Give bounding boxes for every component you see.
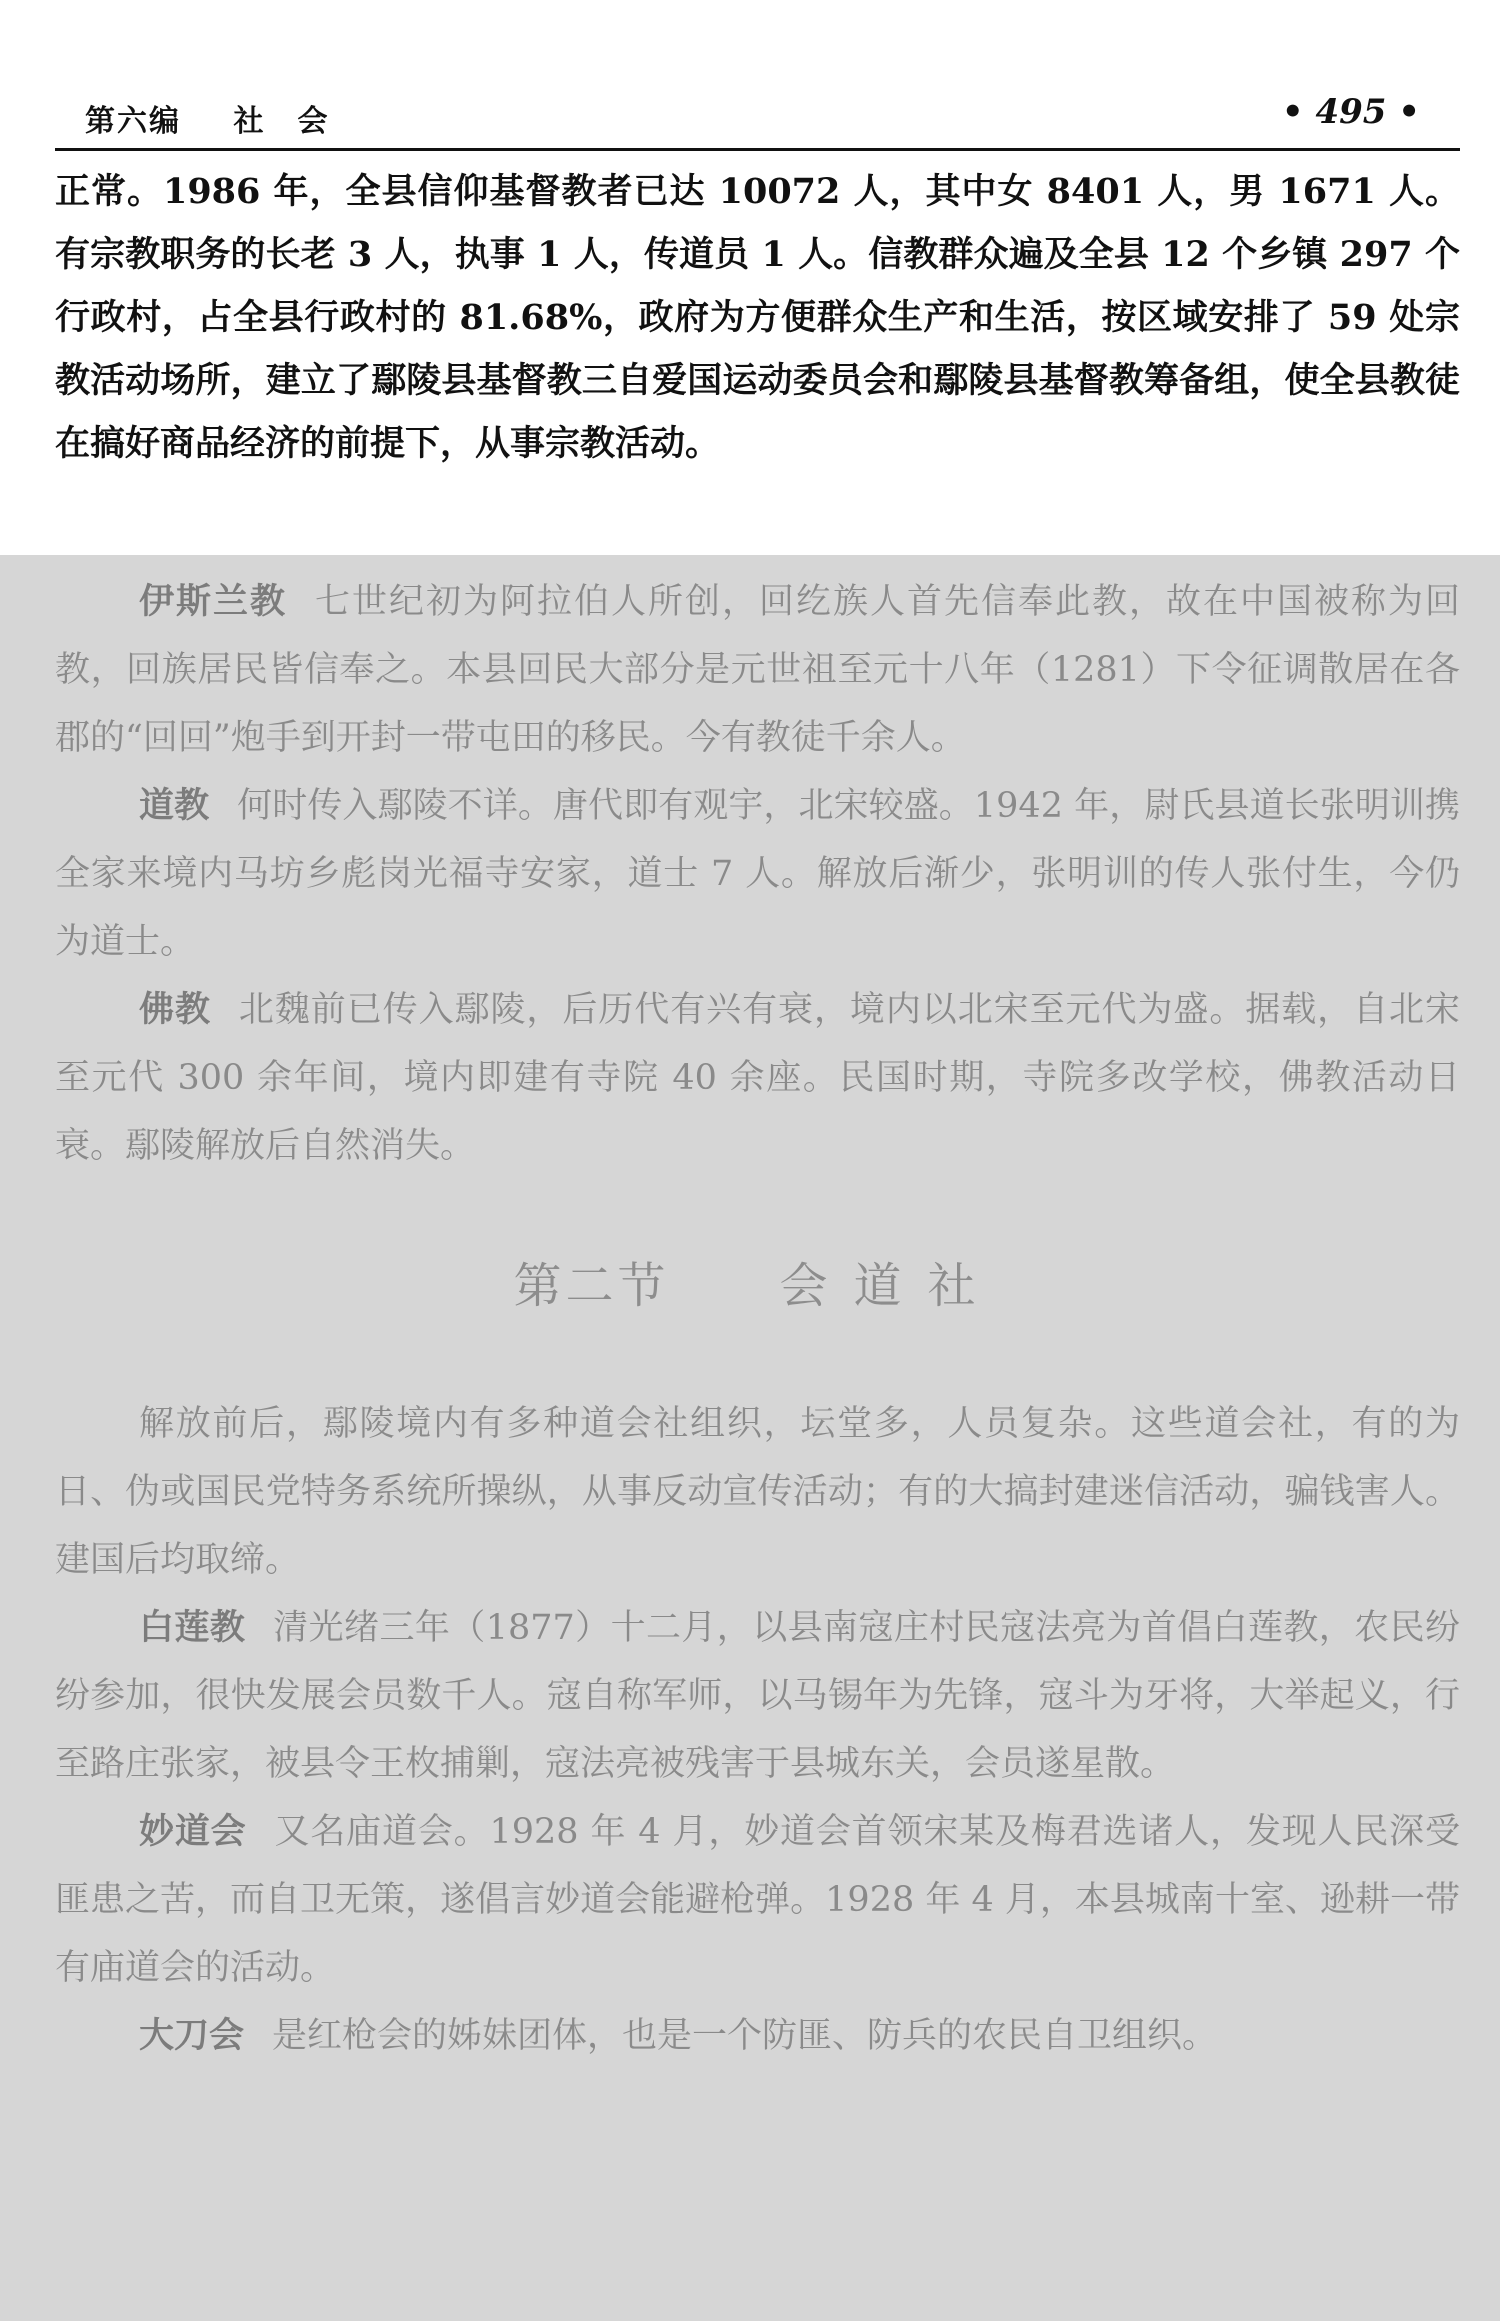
religion-paragraph-taoism [55, 772, 1460, 976]
section-heading [55, 1252, 1460, 1320]
religion-term: 佛教 [139, 989, 211, 1030]
society-term: 妙道会 [139, 1811, 247, 1852]
chapter-label: 社 会 [233, 104, 330, 139]
society-text: 是红枪会的姊妹团体，也是一个防匪、防兵的农民自卫组织。 [272, 2016, 1218, 2056]
religion-text: 北魏前已传入鄢陵，后历代有兴有衰，境内以北宋至元代为盛。据载，自北宋至元代 300 余年间，境内即建有寺院 40 余座。民国时期，寺院多改学校，佛教活动日衰。鄢陵解放后自然消失。 [55, 990, 1460, 1166]
section-number: 第二节 [513, 1258, 670, 1314]
intro-paragraph: 解放前后，鄢陵境内有多种道会社组织，坛堂多，人员复杂。这些道会社，有的为日、伪或国民党特务系统所操纵，从事反动宣传活动；有的大搞封建迷信活动，骗钱害人。建国后均取缔。 [55, 1404, 1460, 1580]
religion-term: 道教 [139, 785, 210, 826]
part-label: 第六编 [85, 104, 181, 139]
society-paragraph-miaodao [55, 1798, 1460, 2002]
religion-paragraph-buddhism [55, 976, 1460, 1180]
society-paragraph-dadao [55, 2002, 1460, 2070]
society-term: 大刀会 [139, 2015, 245, 2056]
society-text: 又名庙道会。1928 年 4 月，妙道会首领宋某及梅君选诸人，发现人民深受匪患之苦，而自卫无策，遂倡言妙道会能避枪弹。1928 年 4 月，本县城南十室、逊耕一带有庙道会的活动。 [55, 1812, 1460, 1988]
top-paragraph: 正常。1986 年，全县信仰基督教者已达 10072 人，其中女 8401 人，男 1671 人。有宗教职务的长老 3 人，执事 1 人，传道员 1 人。信教群众遍及全县 12 个乡镇 297 个行政村，占全县行政村的 81.68%，政府为方便群众生产和生活，按区域安排了 59 处宗教活动场所，建立了鄢陵县基督教三自爱国运动委员会和鄢陵县基督教筹备组，使全县教徒在搞好商品经济的前提下，从事宗教活动。 [55, 171, 1460, 464]
religion-text: 七世纪初为阿拉伯人所创，回纥族人首先信奉此教，故在中国被称为回教，回族居民皆信奉之。本县回民大部分是元世祖至元十八年（1281）下令征调散居在各郡的“回回”炮手到开封一带屯田的移民。今有教徒千余人。 [55, 582, 1460, 758]
society-text: 清光绪三年（1877）十二月，以县南寇庄村民寇法亮为首倡白莲教，农民纷纷参加，很快发展会员数千人。寇自称军师，以马锡年为先锋，寇斗为牙将，大举起义，行至路庄张家，被县令王枚捕剿，寇法亮被残害于县城东关，会员遂星散。 [55, 1608, 1460, 1784]
header-rule [55, 148, 1460, 151]
body-text [55, 568, 1460, 2070]
running-head [55, 92, 1460, 140]
page-number: • 495 • [1281, 92, 1420, 132]
religion-paragraph-islam [55, 568, 1460, 772]
religion-term: 伊斯兰教 [139, 581, 287, 622]
religion-text: 何时传入鄢陵不详。唐代即有观宇，北宋较盛。1942 年，尉氏县道长张明训携全家来境内马坊乡彪岗光福寺安家，道士 7 人。解放后渐少，张明训的传人张付生，今仍为道士。 [55, 786, 1460, 962]
society-paragraph-bailian [55, 1594, 1460, 1798]
running-head-left [85, 96, 369, 140]
section-title: 会道社 [779, 1258, 1002, 1314]
society-term: 白莲教 [139, 1607, 246, 1648]
